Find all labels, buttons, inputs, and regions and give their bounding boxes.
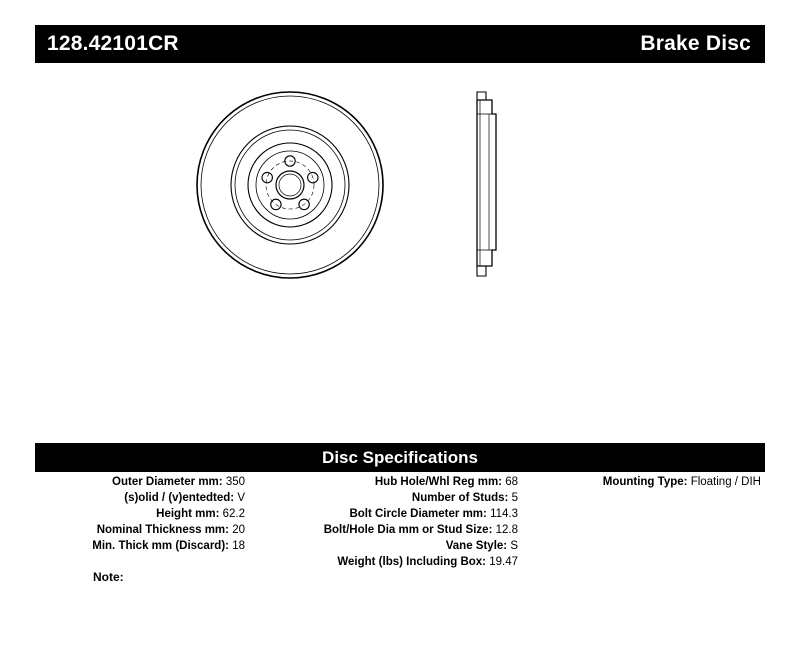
- spec-label: Bolt Circle Diameter mm:: [349, 508, 487, 520]
- spec-value: 18: [232, 540, 245, 552]
- spec-label: Height mm:: [156, 508, 220, 520]
- spec-label: Outer Diameter mm:: [112, 476, 223, 488]
- rotor-edge-view: [477, 92, 496, 276]
- spec-label: Hub Hole/Whl Reg mm:: [374, 476, 502, 488]
- spec-label: Bolt/Hole Dia mm or Stud Size:: [323, 524, 493, 536]
- spec-label: Weight (lbs) Including Box:: [337, 556, 487, 568]
- spec-value: 12.8: [495, 524, 518, 536]
- note-row: [35, 570, 765, 584]
- spec-label: (s)olid / (v)entedted:: [124, 492, 235, 504]
- spec-bolt-circle-diameter: [258, 506, 518, 522]
- spec-min-thickness: [35, 538, 245, 554]
- spec-label: Nominal Thickness mm:: [96, 524, 229, 536]
- spec-label: Number of Studs:: [411, 492, 509, 504]
- spec-value: V: [237, 492, 245, 504]
- header-bar: [35, 25, 765, 63]
- specs-column-right: [531, 474, 765, 490]
- spec-value: 5: [511, 492, 518, 504]
- spec-label: Min. Thick mm (Discard):: [92, 540, 229, 552]
- rotor-face-view: [197, 92, 383, 278]
- spec-outer-diameter: [35, 474, 245, 490]
- spec-solid-vented: [35, 490, 245, 506]
- specs-grid: [35, 474, 765, 570]
- specs-column-middle: [258, 474, 518, 570]
- note-label: Note:: [93, 570, 124, 584]
- spec-weight: [258, 554, 518, 570]
- spec-label: Vane Style:: [445, 540, 508, 552]
- spec-value: 62.2: [222, 508, 245, 520]
- spec-number-of-studs: [258, 490, 518, 506]
- product-type-label: Brake Disc: [640, 32, 751, 55]
- spec-value: 19.47: [489, 556, 518, 568]
- spec-height: [35, 506, 245, 522]
- spec-nominal-thickness: [35, 522, 245, 538]
- technical-drawing: [180, 90, 610, 290]
- spec-value: Floating / DIH: [690, 476, 761, 488]
- spec-value: 68: [505, 476, 518, 488]
- spec-value: S: [510, 540, 518, 552]
- spec-mounting-type: [531, 474, 761, 490]
- spec-value: 114.3: [490, 508, 518, 520]
- disc-specifications-bar: [35, 443, 765, 472]
- part-number: 128.42101CR: [47, 32, 179, 55]
- spec-bolt-hole-dia: [258, 522, 518, 538]
- specs-column-left: [35, 474, 245, 554]
- spec-value: 350: [225, 476, 245, 488]
- spec-vane-style: [258, 538, 518, 554]
- specs-title: Disc Specifications: [322, 447, 478, 467]
- spec-label: Mounting Type:: [602, 476, 688, 488]
- spec-value: 20: [232, 524, 245, 536]
- spec-hub-hole: [258, 474, 518, 490]
